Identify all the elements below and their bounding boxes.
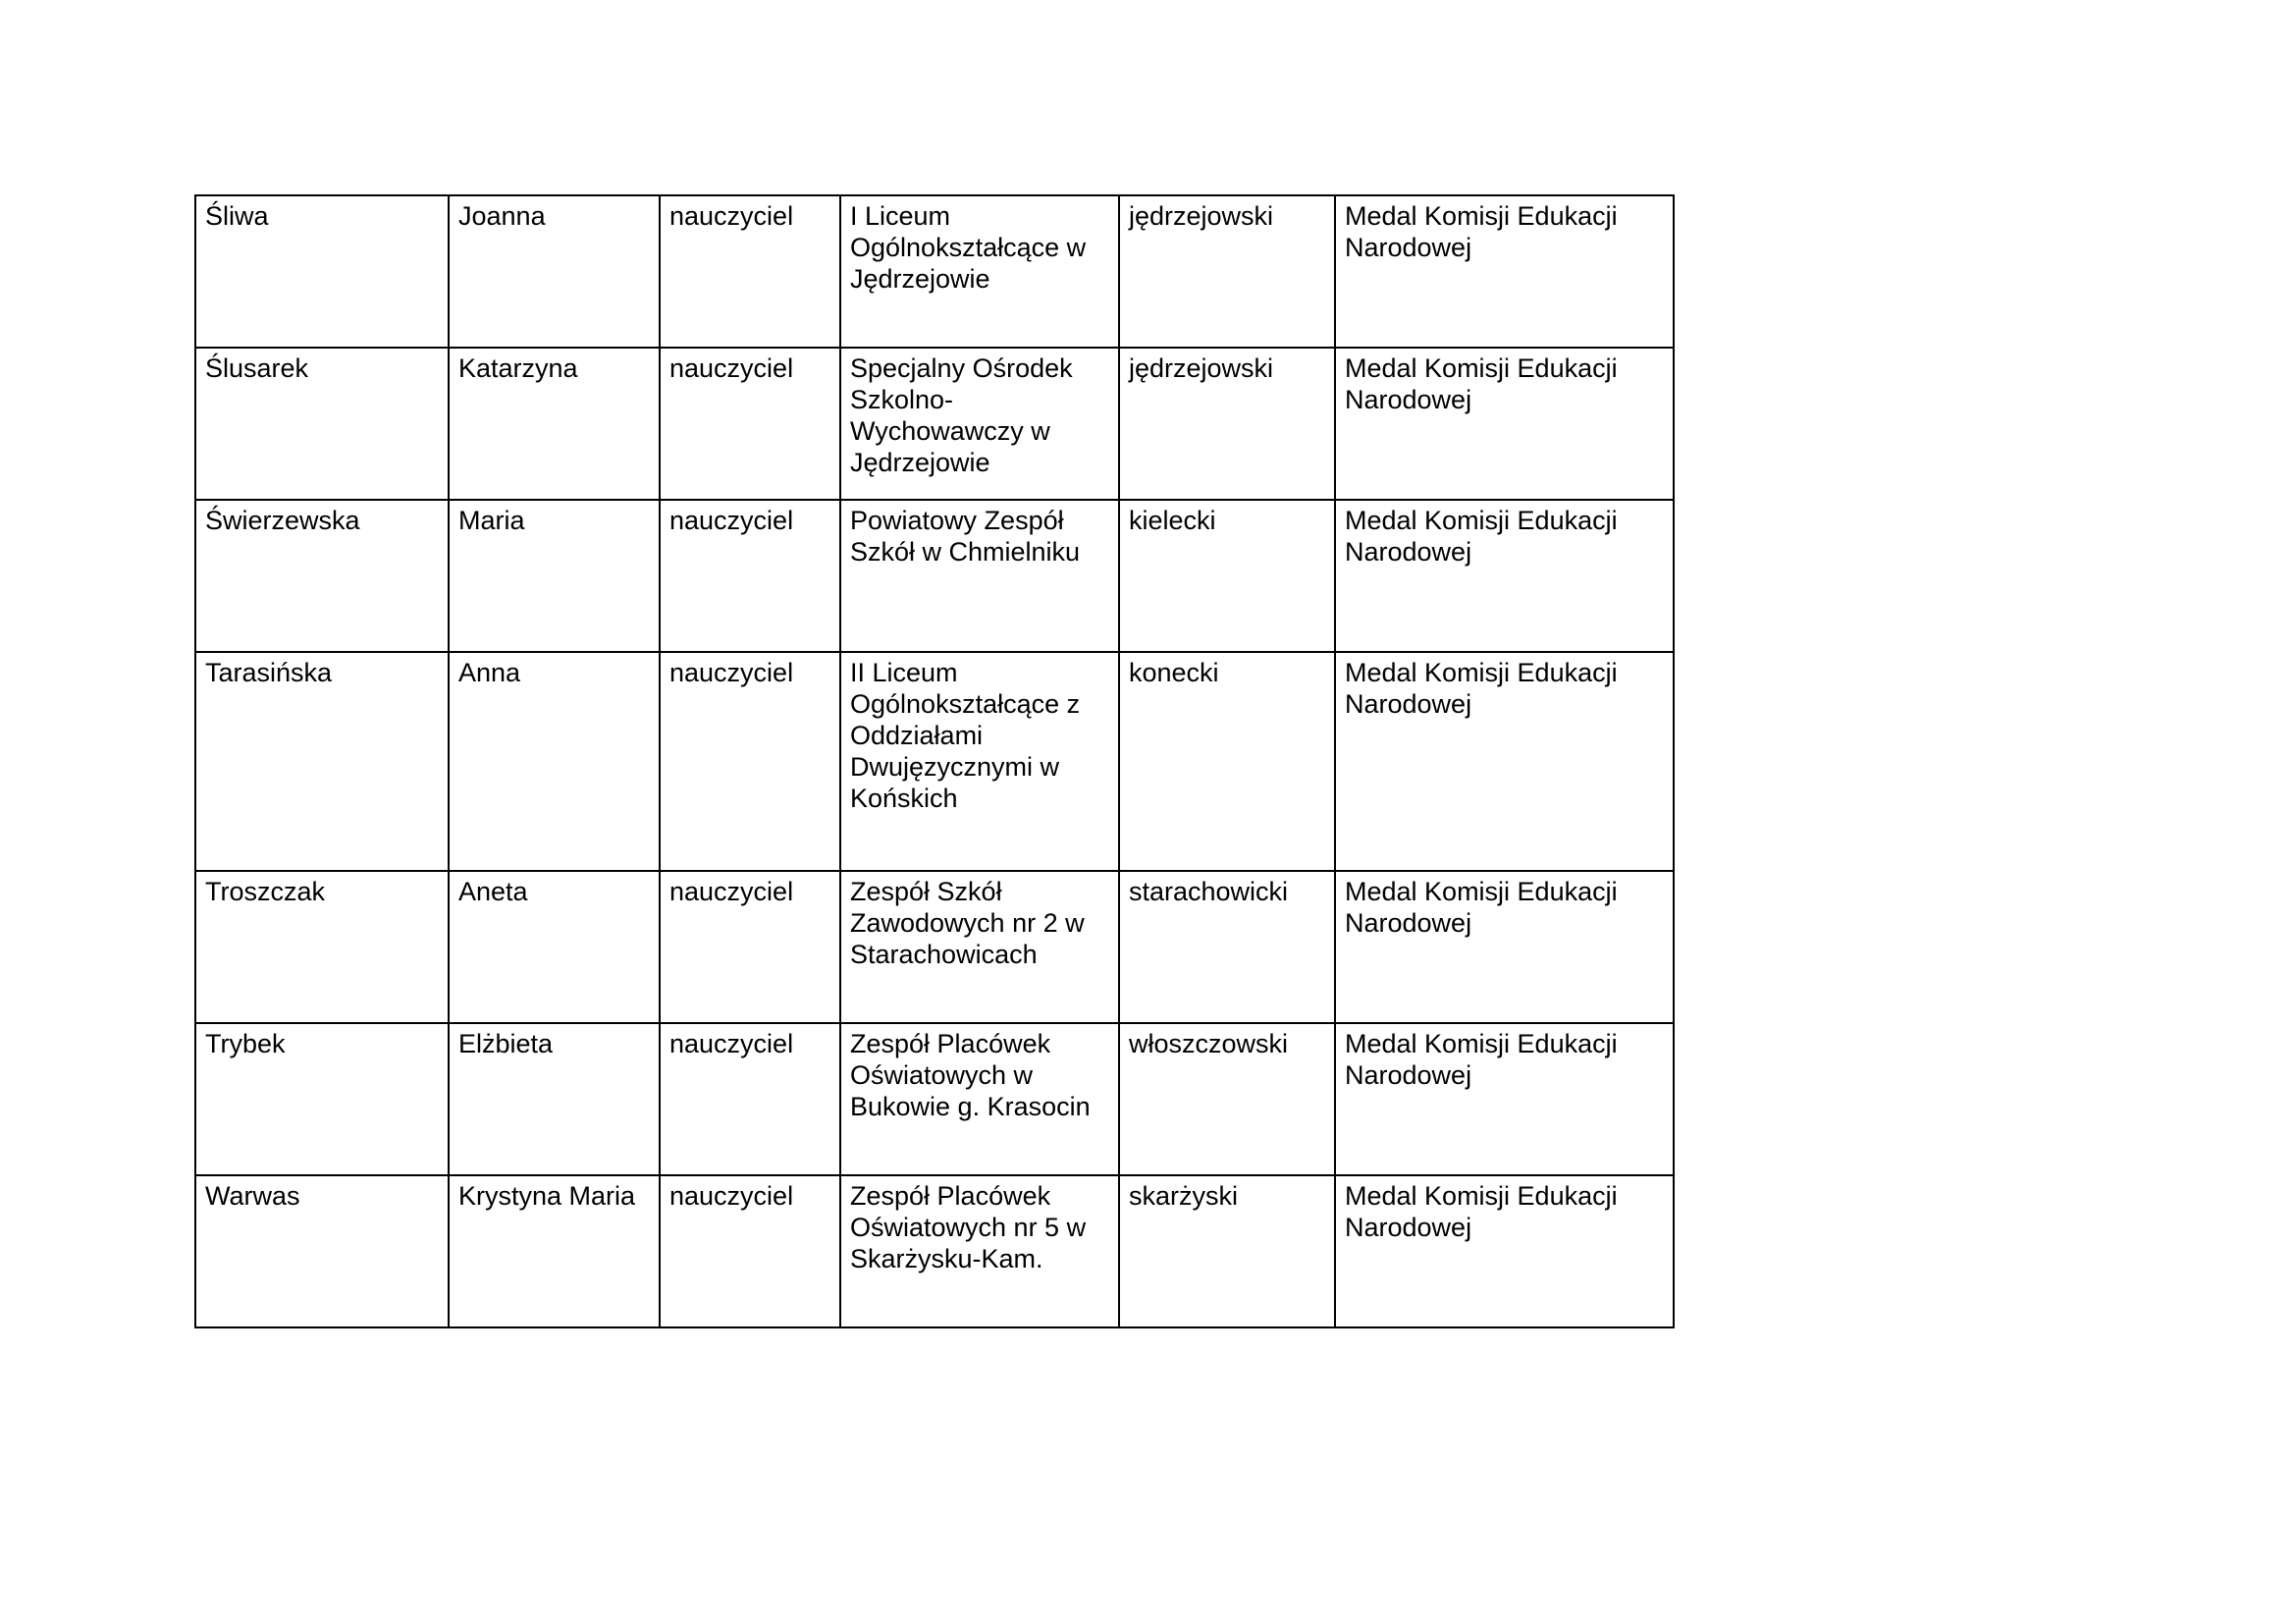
surname-cell: Tarasińska [195,652,449,871]
table-row [195,348,1674,500]
county-cell: jędrzejowski [1119,195,1335,348]
school-cell: Zespół Placówek Oświatowych nr 5 w Skarżysku-Kam. [840,1175,1119,1327]
surname-cell: Troszczak [195,871,449,1023]
first-name-cell: Katarzyna [449,348,660,500]
position-cell: nauczyciel [660,871,840,1023]
first-name-cell: Joanna [449,195,660,348]
table-row [195,652,1674,871]
award-cell: Medal Komisji Edukacji Narodowej [1335,348,1674,500]
surname-cell: Ślusarek [195,348,449,500]
first-name-cell: Anna [449,652,660,871]
first-name-cell: Aneta [449,871,660,1023]
county-cell: starachowicki [1119,871,1335,1023]
position-cell: nauczyciel [660,348,840,500]
position-cell: nauczyciel [660,1175,840,1327]
school-cell: Zespół Placówek Oświatowych w Bukowie g. Krasocin [840,1023,1119,1175]
position-cell: nauczyciel [660,195,840,348]
award-cell: Medal Komisji Edukacji Narodowej [1335,652,1674,871]
first-name-cell: Maria [449,500,660,652]
county-cell: skarżyski [1119,1175,1335,1327]
position-cell: nauczyciel [660,652,840,871]
school-cell: Specjalny Ośrodek Szkolno-Wychowawczy w Jędrzejowie [840,348,1119,500]
school-cell: Powiatowy Zespół Szkół w Chmielniku [840,500,1119,652]
surname-cell: Trybek [195,1023,449,1175]
table-row [195,1175,1674,1327]
surname-cell: Śliwa [195,195,449,348]
award-cell: Medal Komisji Edukacji Narodowej [1335,871,1674,1023]
table-row [195,195,1674,348]
table-row [195,500,1674,652]
award-cell: Medal Komisji Edukacji Narodowej [1335,195,1674,348]
award-cell: Medal Komisji Edukacji Narodowej [1335,1023,1674,1175]
county-cell: kielecki [1119,500,1335,652]
county-cell: konecki [1119,652,1335,871]
surname-cell: Warwas [195,1175,449,1327]
awards-table [194,194,1675,1328]
county-cell: włoszczowski [1119,1023,1335,1175]
surname-cell: Świerzewska [195,500,449,652]
school-cell: Zespół Szkół Zawodowych nr 2 w Starachowicach [840,871,1119,1023]
first-name-cell: Krystyna Maria [449,1175,660,1327]
position-cell: nauczyciel [660,500,840,652]
award-cell: Medal Komisji Edukacji Narodowej [1335,1175,1674,1327]
table-row [195,1023,1674,1175]
county-cell: jędrzejowski [1119,348,1335,500]
school-cell: II Liceum Ogólnokształcące z Oddziałami Dwujęzycznymi w Końskich [840,652,1119,871]
table-row [195,871,1674,1023]
position-cell: nauczyciel [660,1023,840,1175]
school-cell: I Liceum Ogólnokształcące w Jędrzejowie [840,195,1119,348]
first-name-cell: Elżbieta [449,1023,660,1175]
award-cell: Medal Komisji Edukacji Narodowej [1335,500,1674,652]
